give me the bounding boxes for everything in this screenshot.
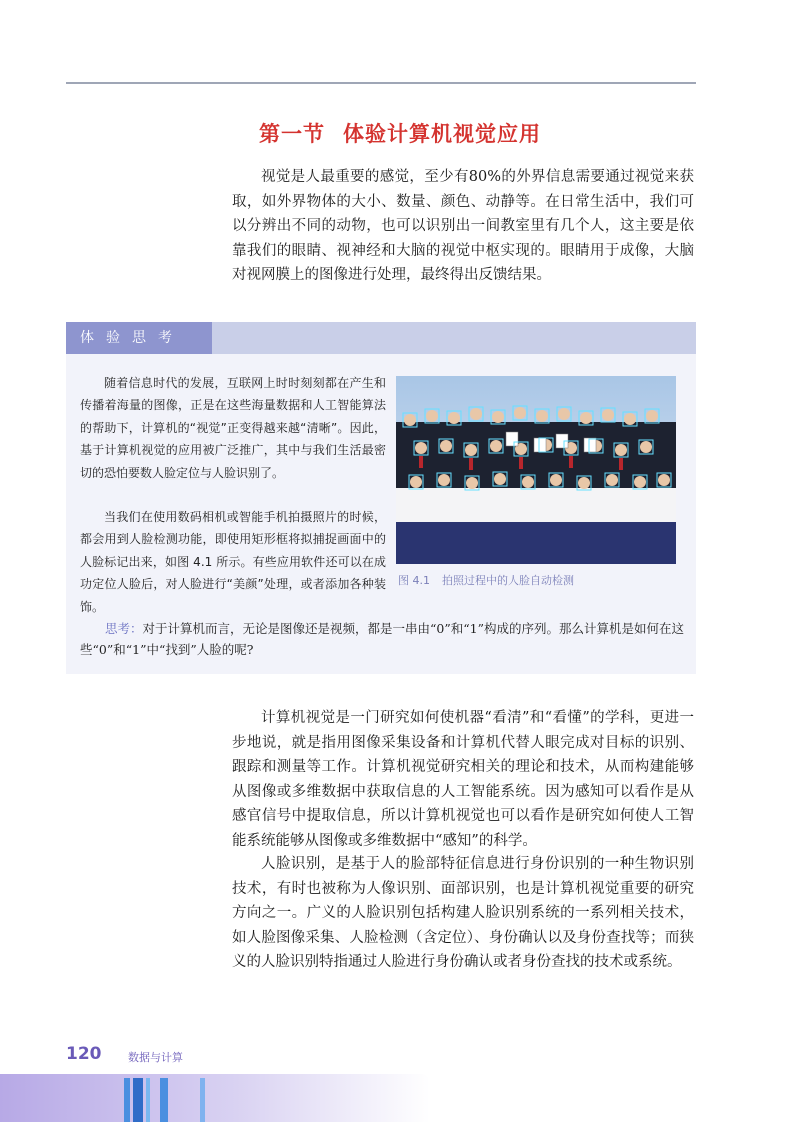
- book-title: 数据与计算: [128, 1051, 183, 1064]
- experience-paragraph-1: 随着信息时代的发展，互联网上时时刻刻都在产生和传播着海量的图像，正是在这些海量数据和人工智能算法的帮助下，计算机的“视觉”正变得越来越“清晰”。因此，基于计算机视觉的应用被广泛推广，其中与我们生活最密切的恐怕要数人脸定位与人脸识别了。: [80, 376, 386, 480]
- top-rule: [66, 82, 696, 84]
- section-title: [0, 118, 800, 148]
- experience-box-tab: 体验思考: [66, 322, 212, 354]
- experience-paragraph-2: 当我们在使用数码相机或智能手机拍摄照片的时候，都会用到人脸检测功能，即使用矩形框将拟捕捉画面中的人脸标记出来，如图 4.1 所示。有些应用软件还可以在成功定位人脸后，对人脸进行“美颜”处理，或者添加各种装饰。: [80, 510, 386, 614]
- page-number: 120: [66, 1044, 102, 1064]
- intro-paragraph: 视觉是人最重要的感觉，至少有80%的外界信息需要通过视觉来获取，如外界物体的大小、数量、颜色、动静等。在日常生活中，我们可以分辨出不同的动物，也可以识别出一间教室里有几个人，这主要是依靠我们的眼睛、视神经和大脑的视觉中枢实现的。眼睛用于成像，大脑对视网膜上的图像进行处理，最终得出反馈结果。: [232, 169, 694, 284]
- section-number: 第一节: [259, 122, 325, 146]
- body-paragraph-1: 计算机视觉是一门研究如何使机器“看清”和“看懂”的学科，更进一步地说，就是指用图像采集设备和计算机代替人眼完成对目标的识别、跟踪和测量等工作。计算机视觉研究相关的理论和技术，从而构建能够从图像或多维数据中获取信息的人工智能系统。因为感知可以看作是从感官信号中提取信息，所以计算机视觉也可以看作是研究如何使人工智能系统能够从图像或多维数据中“感知”的科学。: [232, 710, 694, 849]
- figure-number: 图 4.1: [398, 574, 430, 587]
- body-paragraph-2: 人脸识别，是基于人的脸部特征信息进行身份识别的一种生物识别技术，有时也被称为人像识别、面部识别，也是计算机视觉重要的研究方向之一。广义的人脸识别包括构建人脸识别系统的一系列相关技术，如人脸图像采集、人脸检测（含定位）、身份确认以及身份查找等；而狭义的人脸识别特指通过人脸进行身份确认或者身份查找的技术或系统。: [232, 856, 694, 971]
- footer-color-band: [0, 1074, 800, 1122]
- think-label: 思考：: [105, 621, 143, 636]
- experience-box-header: [66, 322, 696, 354]
- section-title-text: 体验计算机视觉应用: [343, 122, 541, 146]
- face-detection-photo: [396, 376, 676, 564]
- think-text: 对于计算机而言，无论是图像还是视频，都是一串由“0”和“1”构成的序列。那么计算机是如何在这些“0”和“1”中“找到”人脸的呢?: [80, 621, 684, 657]
- figure-caption-text: 拍照过程中的人脸自动检测: [442, 574, 574, 587]
- group-photo-illustration: [396, 376, 676, 564]
- figure-caption: [398, 572, 574, 588]
- think-question: [80, 618, 686, 660]
